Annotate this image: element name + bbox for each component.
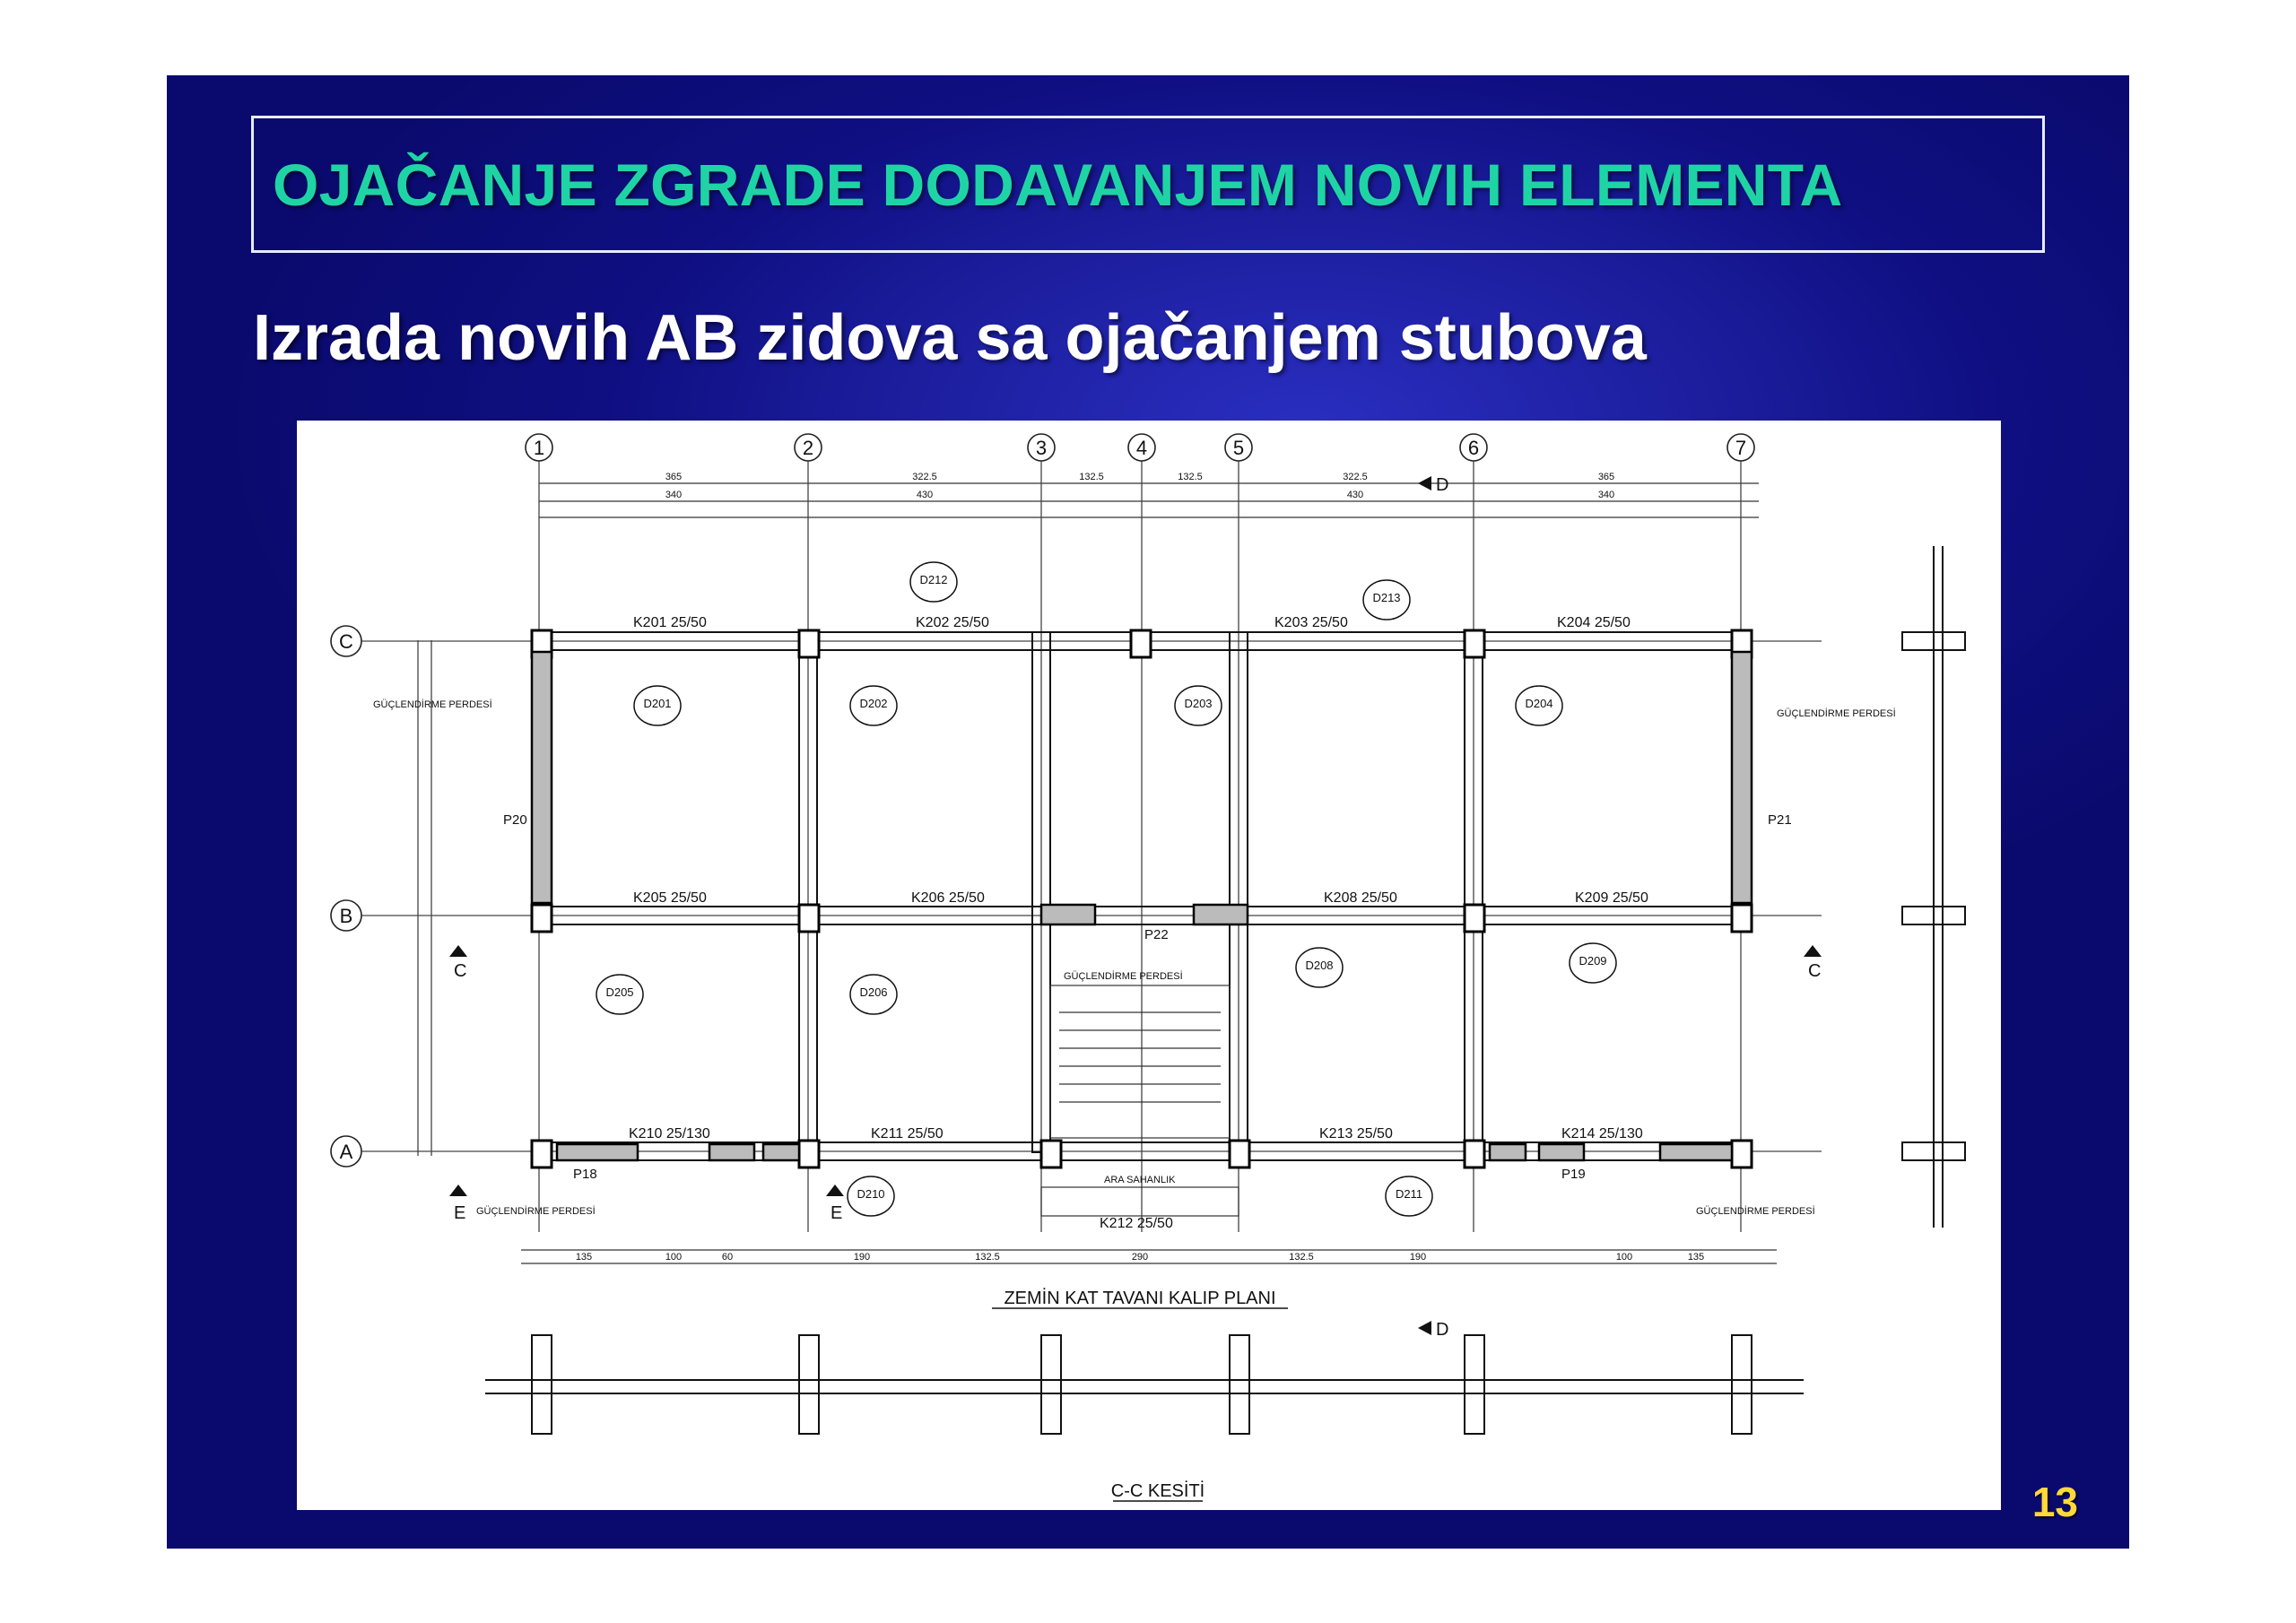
wall-labels xyxy=(373,699,1896,1217)
beam-label: K208 25/50 xyxy=(1324,890,1397,906)
slab-label: D213 xyxy=(1372,591,1401,604)
top-dim: 430 xyxy=(1346,490,1364,500)
beam-label: K211 25/50 xyxy=(871,1126,944,1141)
stair-label: ARA SAHANLIK xyxy=(1104,1175,1176,1185)
axis-label-6: 6 xyxy=(1467,437,1480,459)
wall-label: GÜÇLENDİRME PERDESİ xyxy=(1696,1206,1815,1217)
slab-label: D201 xyxy=(643,697,672,710)
slab-label: D204 xyxy=(1525,697,1553,710)
slide-subtitle: Izrada novih AB zidova sa ojačanjem stubova xyxy=(253,302,1647,374)
slab-label: D206 xyxy=(859,985,888,999)
beam-label: K201 25/50 xyxy=(633,615,707,630)
bottom-dim: 132.5 xyxy=(975,1252,1000,1263)
beam-label: K206 25/50 xyxy=(911,890,985,906)
bottom-dim: 290 xyxy=(1131,1252,1149,1263)
grid-lines xyxy=(351,452,1822,1232)
section-title xyxy=(1111,1480,1205,1501)
slab-circles xyxy=(596,562,1616,1216)
beam-label: K204 25/50 xyxy=(1557,615,1631,630)
top-dim: 132.5 xyxy=(1178,472,1203,482)
section-title-text: C-C KESİTİ xyxy=(1110,1481,1205,1501)
wall-tag: P21 xyxy=(1768,812,1792,828)
top-dim: 365 xyxy=(1597,472,1615,482)
wall-label: GÜÇLENDİRME PERDESİ xyxy=(1064,971,1183,982)
beam-label: K214 25/130 xyxy=(1561,1126,1643,1141)
top-dim: 365 xyxy=(665,472,683,482)
bottom-dim: 60 xyxy=(721,1252,734,1263)
beam-label: K210 25/130 xyxy=(629,1126,710,1141)
bottom-dim: 100 xyxy=(1615,1252,1633,1263)
section-marker-e: E xyxy=(831,1203,843,1223)
section-marker-c: C xyxy=(454,961,467,981)
beam-label: K212 25/50 xyxy=(1100,1216,1173,1231)
slab-label: D203 xyxy=(1184,697,1213,710)
wall-tag: P19 xyxy=(1561,1167,1586,1182)
bottom-dim: 135 xyxy=(575,1252,593,1263)
bottom-dim: 100 xyxy=(665,1252,683,1263)
plan-title xyxy=(992,1288,1288,1308)
section-marker-e: E xyxy=(454,1203,466,1223)
slab-label: D212 xyxy=(919,573,948,586)
axis-label-b: B xyxy=(339,905,353,927)
right-elevation xyxy=(1902,546,1965,1228)
slab-label: D208 xyxy=(1305,959,1334,972)
wall-tag: P20 xyxy=(503,812,527,828)
section-view xyxy=(485,1335,1804,1434)
plan-title-text: ZEMİN KAT TAVANI KALIP PLANI xyxy=(1004,1289,1276,1308)
wall-tag: P22 xyxy=(1144,927,1169,942)
beam-label: K205 25/50 xyxy=(633,890,707,906)
section-marker-c: C xyxy=(1808,961,1822,981)
slide-title: OJAČANJE ZGRADE DODAVANJEM NOVIH ELEMENTA xyxy=(273,151,1843,218)
slide xyxy=(167,75,2129,1549)
slab-label: D202 xyxy=(859,697,888,710)
axis-label-c: C xyxy=(339,630,353,653)
top-dim: 430 xyxy=(916,490,934,500)
wall-label: GÜÇLENDİRME PERDESİ xyxy=(1777,708,1896,719)
bottom-dim: 135 xyxy=(1687,1252,1705,1263)
bottom-dim: 132.5 xyxy=(1289,1252,1314,1263)
slab-label: D210 xyxy=(857,1187,885,1201)
axis-label-3: 3 xyxy=(1035,437,1048,459)
axis-label-2: 2 xyxy=(802,437,814,459)
bottom-dim: 190 xyxy=(853,1252,871,1263)
bottom-dim: 190 xyxy=(1409,1252,1427,1263)
top-dim: 322.5 xyxy=(1343,472,1368,482)
floor-plan-drawing xyxy=(297,421,2001,1510)
wall-label: GÜÇLENDİRME PERDESİ xyxy=(476,1206,596,1217)
beam-label: K203 25/50 xyxy=(1274,615,1348,630)
axis-label-a: A xyxy=(339,1141,353,1163)
wall-tag: P18 xyxy=(573,1167,597,1182)
title-box xyxy=(251,116,2045,253)
slab-label: D211 xyxy=(1395,1187,1423,1201)
axis-label-5: 5 xyxy=(1232,437,1245,459)
floor-plan-svg xyxy=(297,421,2001,1510)
top-dim: 340 xyxy=(665,490,683,500)
slab-label: D205 xyxy=(605,985,634,999)
top-dim: 132.5 xyxy=(1079,472,1104,482)
page-number: 13 xyxy=(2031,1479,2078,1525)
axis-label-4: 4 xyxy=(1135,437,1148,459)
slab-labels xyxy=(605,573,1606,1201)
beam-label: K209 25/50 xyxy=(1575,890,1648,906)
beams xyxy=(532,632,1748,1160)
beam-label: K213 25/50 xyxy=(1319,1126,1393,1141)
axis-label-7: 7 xyxy=(1735,437,1747,459)
beam-label: K202 25/50 xyxy=(916,615,989,630)
slab-label: D209 xyxy=(1578,954,1607,968)
top-dim: 340 xyxy=(1597,490,1615,500)
top-dim: 322.5 xyxy=(912,472,937,482)
wall-label: GÜÇLENDİRME PERDESİ xyxy=(373,699,492,710)
section-marker-d: D xyxy=(1436,1320,1449,1340)
axis-label-1: 1 xyxy=(533,437,545,459)
section-marker-d: D xyxy=(1436,475,1449,495)
beam-labels xyxy=(629,615,1648,1231)
